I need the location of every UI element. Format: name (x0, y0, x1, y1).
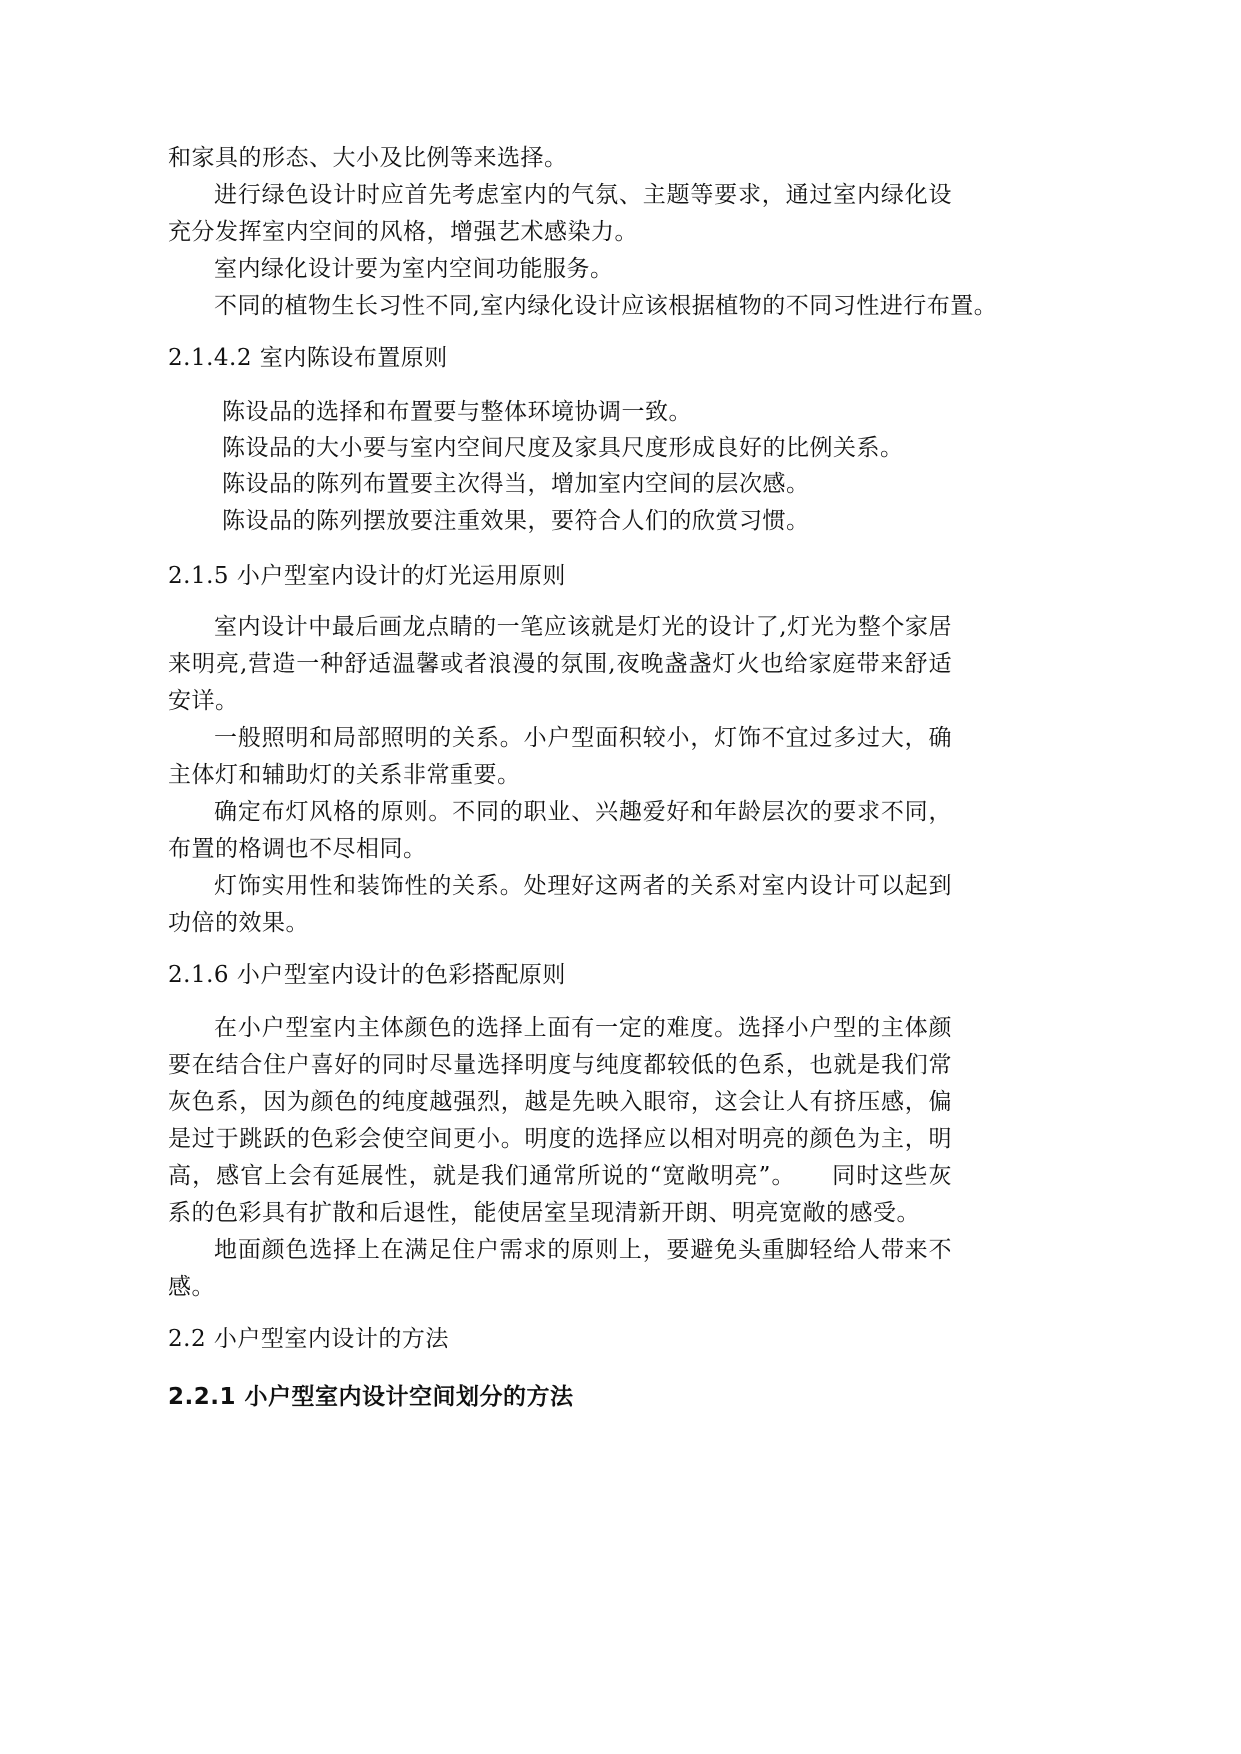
paragraph-line: 灯饰实用性和装饰性的关系。处理好这两者的关系对室内设计可以起到 (214, 873, 952, 899)
paragraph-line: 来明亮,营造一种舒适温馨或者浪漫的氛围,夜晚盏盏灯火也给家庭带来舒适 (168, 651, 952, 677)
paragraph-line: 确定布灯风格的原则。不同的职业、兴趣爱好和年龄层次的要求不同， (214, 799, 952, 825)
paragraph-line: 地面颜色选择上在满足住户需求的原则上，要避免头重脚轻给人带来不 (214, 1237, 952, 1263)
section-heading: 2.1.4.2 室内陈设布置原则 (168, 345, 448, 371)
paragraph-line: 进行绿色设计时应首先考虑室内的气氛、主题等要求，通过室内绿化设 (214, 182, 952, 208)
section-heading: 2.1.6 小户型室内设计的色彩搭配原则 (168, 962, 566, 988)
paragraph-line: 是过于跳跃的色彩会使空间更小。明度的选择应以相对明亮的颜色为主，明 (168, 1126, 952, 1152)
paragraph-line: 一般照明和局部照明的关系。小户型面积较小，灯饰不宜过多过大，确 (214, 725, 952, 751)
paragraph-line: 室内设计中最后画龙点睛的一笔应该就是灯光的设计了,灯光为整个家居 (214, 614, 952, 640)
paragraph-line: 不同的植物生长习性不同,室内绿化设计应该根据植物的不同习性进行布置。 (214, 293, 998, 319)
list-item: 陈设品的选择和布置要与整体环境协调一致。 (222, 399, 692, 425)
section-heading: 2.1.5 小户型室内设计的灯光运用原则 (168, 563, 566, 589)
paragraph-line: 安详。 (168, 688, 239, 714)
paragraph-line: 充分发挥室内空间的风格，增强艺术感染力。 (168, 219, 638, 245)
paragraph-line: 高，感官上会有延展性，就是我们通常所说的“宽敞明亮”。 同时这些灰 (168, 1163, 952, 1189)
list-item: 陈设品的陈列布置要主次得当，增加室内空间的层次感。 (222, 471, 810, 497)
paragraph-line: 感。 (168, 1274, 215, 1300)
list-item: 陈设品的大小要与室内空间尺度及家具尺度形成良好的比例关系。 (222, 435, 904, 461)
paragraph-line: 布置的格调也不尽相同。 (168, 836, 427, 862)
paragraph-line: 和家具的形态、大小及比例等来选择。 (168, 145, 568, 171)
subsection-heading: 2.2.1 小户型室内设计空间划分的方法 (168, 1384, 574, 1410)
paragraph-line: 功倍的效果。 (168, 910, 309, 936)
paragraph-line: 要在结合住户喜好的同时尽量选择明度与纯度都较低的色系，也就是我们常 (168, 1052, 952, 1078)
section-heading: 2.2 小户型室内设计的方法 (168, 1326, 449, 1352)
list-item: 陈设品的陈列摆放要注重效果，要符合人们的欣赏习惯。 (222, 508, 810, 534)
paragraph-line: 在小户型室内主体颜色的选择上面有一定的难度。选择小户型的主体颜 (214, 1015, 952, 1041)
paragraph-line: 室内绿化设计要为室内空间功能服务。 (214, 256, 614, 282)
paragraph-line: 灰色系，因为颜色的纯度越强烈，越是先映入眼帘，这会让人有挤压感，偏 (168, 1089, 952, 1115)
paragraph-line: 主体灯和辅助灯的关系非常重要。 (168, 762, 521, 788)
paragraph-line: 系的色彩具有扩散和后退性，能使居室呈现清新开朗、明亮宽敞的感受。 (168, 1200, 920, 1226)
